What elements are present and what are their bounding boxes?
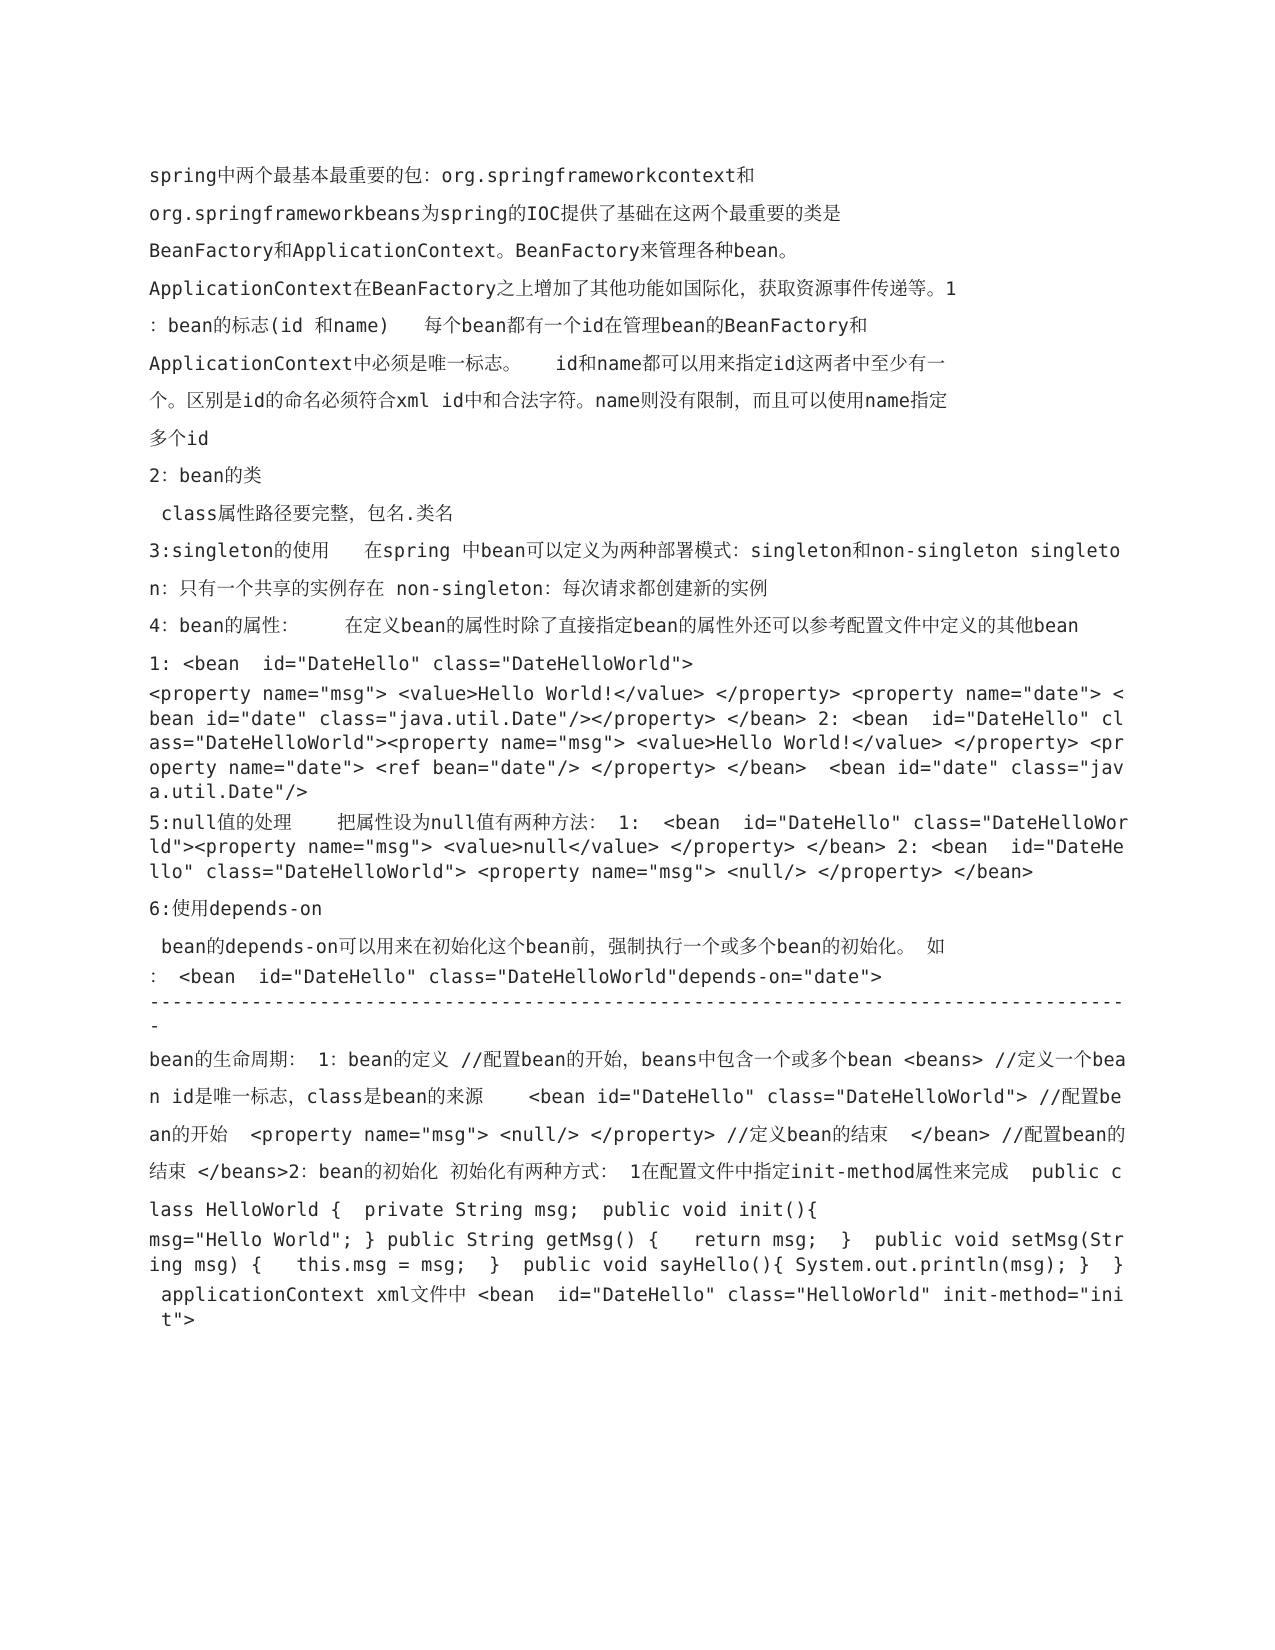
section-4-text: 4：bean的属性： 在定义bean的属性时除了直接指定bean的属性外还可以参考配置文件中定义的其他bean 1: <bean id="DateHello" class="DateHelloWorld">	[149, 616, 1114, 675]
intro-line: BeanFactory和ApplicationContext。BeanFactory来管理各种bean。	[149, 241, 798, 262]
lifecycle-text: bean的生命周期： 1：bean的定义 //配置bean的开始，beans中包含一个或多个bean <beans> //定义一个bean id是唯一标志，class是bean的来源 <bean id="DateHello" class="DateHelloWorld"> //配置bean的开始 <property name="msg"> <null/> </property> //定义bean的结束 </bean> //配置bean的结束 </beans>2：bean的初始化 初始化有两种方式： 1在配置文件中指定init-method属性来完成 public class HelloWorld { private String msg; public void init(){	[149, 1049, 1127, 1221]
appcontext-text: applicationContext xml文件中 <bean id="DateHello" class="HelloWorld" init-method="init">	[161, 1285, 1125, 1331]
section-4-code: <property name="msg"> <value>Hello World!</value> </property> <property name="date"> <bean id="date" class="java.util.Date"/></property> </bean> 2: <bean id="DateHello" class="DateHelloWorld"><property name="msg"> <value>Hello World!</value> </property> <property name="date"> <ref bean="date"/> </property> </bean> <bean id="date" class="java.util.Date"/>	[149, 684, 1125, 803]
section-3: 3:singleton的使用 在spring 中bean可以定义为两种部署模式：singleton和non-singleton singleton：只有一个共享的实例存在 non-singleton：每次请求都创建新的实例	[149, 541, 1121, 600]
section-6-code: ： <bean id="DateHello" class="DateHelloWorld"depends-on="date">	[149, 967, 882, 988]
intro-line: ApplicationContext中必须是唯一标志。 id和name都可以用来指定id这两者中至少有一	[149, 353, 946, 375]
intro-line: ：bean的标志(id 和name) 每个bean都有一个id在管理bean的BeanFactory和	[149, 316, 868, 337]
intro-line: ApplicationContext在BeanFactory之上增加了其他功能如国际化，获取资源事件传递等。1	[149, 278, 957, 300]
separator-line: ---------------------------------------------------------------------------------------	[149, 991, 1125, 1037]
section-5: 5:null值的处理 把属性设为null值有两种方法： 1: <bean id="DateHello" class="DateHelloWorld"><property name="msg"> <value>null</value> </property> </bean> 2: <bean id="DateHello" class="DateHelloWorld"> <property name="msg"> <null/> </property> </bean>	[149, 812, 1129, 883]
intro-line: org.springframeworkbeans为spring的IOC提供了基础在这两个最重要的类是	[149, 203, 842, 225]
intro-line: 多个id	[149, 428, 210, 450]
intro-line: 个。区别是id的命名必须符合xml id中和合法字符。name则没有限制，而且可以使用name指定	[149, 391, 948, 412]
intro-paragraph	[149, 158, 1129, 458]
section-6-title: 6:使用depends-on	[149, 899, 323, 920]
section-6-body: bean的depends-on可以用来在初始化这个bean前，强制执行一个或多个bean的初始化。 如	[161, 936, 946, 958]
section-2-title: 2：bean的类	[149, 466, 262, 487]
document-body	[149, 158, 1129, 1339]
intro-line: spring中两个最基本最重要的包：org.springframeworkcontext和	[149, 166, 755, 187]
section-2-body: class属性路径要完整，包名.类名	[161, 503, 454, 525]
lifecycle-code: msg="Hello World"; } public String getMsg() { return msg; } public void setMsg(String msg) { this.msg = msg; } public void sayHello(){ System.out.println(msg); } }	[149, 1230, 1125, 1276]
